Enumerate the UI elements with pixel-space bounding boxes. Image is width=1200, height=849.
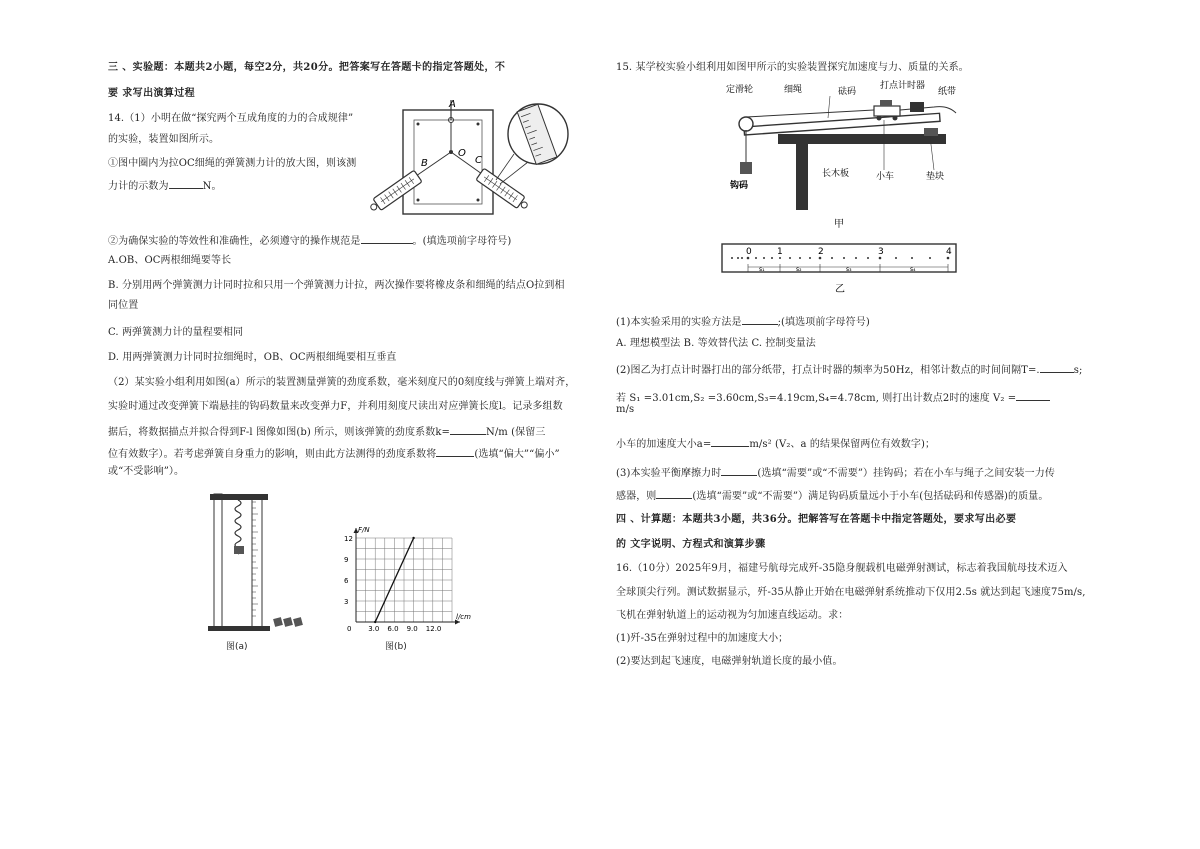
section3-title: 三 、实验题：本题共2小题，每空2分，共20分。把答案写在答题卡的指定答题处，不 xyxy=(108,62,506,73)
q14-2-line4-post: (选填“偏大”“偏小” xyxy=(474,449,560,460)
label-timer: 打点计时器 xyxy=(880,81,926,91)
q15-part3-pre: (3)本实验平衡摩擦力时 xyxy=(616,468,722,479)
label-b: B xyxy=(421,158,428,169)
spring-coil xyxy=(235,500,241,554)
wedge-block xyxy=(924,128,938,136)
answer-blank xyxy=(361,233,413,244)
hook-weights xyxy=(740,162,752,174)
tape-label-0: 0 xyxy=(746,247,752,257)
q14-option-b2: 同位置 xyxy=(108,300,139,311)
q15-part2-line3: m/s xyxy=(616,404,635,415)
label-fig-jia: 甲 xyxy=(834,219,844,230)
origin-label: 0 xyxy=(347,625,352,633)
label-pulley: 定滑轮 xyxy=(726,85,754,95)
q14-option-c: C. 两弹簧测力计的量程要相同 xyxy=(108,327,244,338)
q16-question2: (2)要达到起飞速度，电磁弹射轨道长度的最小值。 xyxy=(616,656,843,667)
q14-option-a: A.OB、OC两根细绳要等长 xyxy=(108,255,232,266)
answer-blank xyxy=(436,446,474,457)
tape-label-s3: s₃ xyxy=(846,266,852,273)
section4-title: 四 、计算题：本题共3小题，共36分。把解答写在答题卡中指定答题处，要求写出必要 xyxy=(616,514,1017,525)
q15-part2 xyxy=(616,362,1082,377)
tape-label-4: 4 xyxy=(946,247,952,257)
spring-ruler-figure xyxy=(208,490,318,640)
answer-blank xyxy=(721,465,757,476)
q15-part1 xyxy=(616,314,870,329)
tape-label-3: 3 xyxy=(878,247,884,257)
label-board: 长木板 xyxy=(822,169,850,179)
y-tick-label: 12 xyxy=(344,535,353,543)
q14-2-line4 xyxy=(108,446,560,461)
label-c: C xyxy=(475,155,482,166)
q14-intro2: 的实验，装置如图所示。 xyxy=(108,134,220,145)
q15-part3-mid: (选填“需要”或“不需要”）挂钩码；若在小车与绳子之间安装一力传 xyxy=(757,468,1055,479)
q15-part3-line2-post: (选填“需要”或“不需要”）满足钩码质量远小于小车(包括砝码和传感器)的质量。 xyxy=(692,491,1049,502)
spring-scale-c xyxy=(476,168,531,212)
q16-line3: 飞机在弹射轨道上的运动视为匀加速直线运动。求： xyxy=(616,610,849,621)
tape-label-2: 2 xyxy=(818,247,824,257)
q14-part1b-pre: 力计的示数为 xyxy=(108,181,169,192)
tape-figure xyxy=(720,240,960,302)
q16-line2: 全球顶尖行列。测试数据显示，歼-35从静止开始在电磁弹射系统推动下仅用2.5s 就达到起飞速度75m/s, xyxy=(616,587,1086,598)
answer-blank xyxy=(169,178,203,189)
q15-part2-line4-pre: 小车的加速度大小a= xyxy=(616,439,712,450)
q15-intro: 15. 某学校实验小组利用如图甲所示的实验装置探究加速度与力、质量的关系。 xyxy=(616,62,969,73)
q14-option-d: D. 用两弹簧测力计同时拉细绳时，OB、OC两根细绳要相互垂直 xyxy=(108,352,397,363)
q15-part2-post: s; xyxy=(1073,365,1083,376)
force-board-figure xyxy=(378,96,573,220)
q15-part1-pre: (1)本实验采用的实验方法是 xyxy=(616,317,742,328)
tape-label-s1: s₁ xyxy=(759,266,765,273)
section3-title-cont: 要 求写出演算过程 xyxy=(108,88,196,99)
answer-blank xyxy=(1016,390,1050,401)
timer xyxy=(910,102,924,112)
q14-2-line3 xyxy=(108,424,545,439)
label-hook-weight: 钩码 xyxy=(730,181,749,191)
hanging-weight xyxy=(234,546,244,554)
y-axis-label: F/N xyxy=(358,526,370,534)
q15-part2-line4-post: m/s² (V₂、a 的结果保留两位有效数字)； xyxy=(749,439,936,450)
label-a: A xyxy=(449,99,456,110)
q14-part1b-post: N。 xyxy=(202,181,222,192)
q15-part1-post: ;(填选项前字母符号) xyxy=(777,317,870,328)
tape-label-1: 1 xyxy=(777,247,783,257)
q14-2-line3-pre: 据后，将数据描点并拟合得到F-l 图像如图(b) 所示，则该弹簧的劲度系数k= xyxy=(108,427,450,438)
answer-blank xyxy=(450,424,486,435)
f-l-chart xyxy=(334,524,471,636)
table-leg xyxy=(796,144,808,210)
x-tick-label: 9.0 xyxy=(406,625,418,633)
q15-part3-line2-pre: 感器，则 xyxy=(616,491,657,502)
q14-option-b: B. 分别用两个弹簧测力计同时拉和只用一个弹簧测力计拉，两次操作要将橡皮条和细绳的结点O拉到相 xyxy=(108,280,565,291)
answer-blank xyxy=(711,436,749,447)
y-tick-label: 3 xyxy=(344,598,349,606)
q14-2-line4-pre: 位有效数字）。若考虑弹簧自身重力的影响，则由此方法测得的劲度系数将 xyxy=(108,449,437,460)
cart-apparatus-figure xyxy=(724,82,964,232)
q14-intro: 14.（1）小明在做“探究两个互成角度的力的合成规律” xyxy=(108,113,354,124)
q14-2-line5: 或“不受影响”）。 xyxy=(108,466,185,477)
label-fig-yi: 乙 xyxy=(835,284,845,295)
q15-part3-line2 xyxy=(616,488,1048,503)
paper-tape xyxy=(900,107,956,113)
q15-part3 xyxy=(616,465,1055,480)
cart xyxy=(874,106,900,116)
q14-2-line1: （2）某实验小组利用如图(a）所示的装置测量弹簧的劲度系数，毫米刻度尺的0刻度线与弹簧上端对齐， xyxy=(108,377,576,388)
q14-2-line3-post: N/m (保留三 xyxy=(485,427,546,438)
q16-line1: 16.（10分）2025年9月，福建号航母完成歼-35隐身舰载机电磁弹射测试，标志着我国航母技术迈入 xyxy=(616,563,1068,574)
label-block: 垫块 xyxy=(926,172,945,182)
label-weights: 砝码 xyxy=(838,87,857,97)
x-axis-label: l/cm xyxy=(456,613,471,621)
tape-label-s2: s₂ xyxy=(796,266,802,273)
q14-part2-pre: ②为确保实验的等效性和准确性，必须遵守的操作规范是 xyxy=(108,236,361,247)
data-point xyxy=(412,537,414,539)
y-tick-label: 6 xyxy=(344,577,349,585)
label-o: O xyxy=(458,148,466,159)
q14-part1: ①图中圈内为拉OC细绳的弹簧测力计的放大图，则该测 xyxy=(108,158,357,169)
table-top xyxy=(778,134,946,144)
fig-b-caption: 图(b) xyxy=(385,642,407,652)
label-cart: 小车 xyxy=(876,172,895,182)
q15-part2-line4 xyxy=(616,436,935,451)
fig-a-caption: 图(a) xyxy=(226,642,248,652)
x-tick-label: 3.0 xyxy=(368,625,380,633)
long-board xyxy=(744,113,940,135)
section4-title2: 的 文字说明、方程式和演算步骤 xyxy=(616,539,766,550)
tape-label-s4: s₄ xyxy=(910,266,916,273)
q15-part2-line2 xyxy=(616,390,1050,405)
pulley xyxy=(739,117,753,131)
x-tick-label: 12.0 xyxy=(425,625,442,633)
q14-2-line2: 实验时通过改变弹簧下端悬挂的钩码数量来改变弹力F，并利用刻度尺读出对应弹簧长度l。记录多组数 xyxy=(108,401,563,412)
q14-part1b xyxy=(108,178,222,193)
q15-part2-line2-pre: 若 S₁ =3.01cm,S₂ =3.60cm,S₃=4.19cm,S₄=4.78cm, 则打出计数点2时的速度 V₂ = xyxy=(616,393,1017,404)
y-tick-label: 9 xyxy=(344,556,349,564)
answer-blank xyxy=(742,314,778,325)
q16-question1: (1)歼-35在弹射过程中的加速度大小； xyxy=(616,633,789,644)
q14-part2-post: 。(填选项前字母符号) xyxy=(412,236,512,247)
answer-blank xyxy=(1040,362,1074,373)
answer-blank xyxy=(656,488,692,499)
x-tick-label: 6.0 xyxy=(387,625,399,633)
label-tape: 纸带 xyxy=(938,87,957,97)
q15-options: A. 理想模型法 B. 等效替代法 C. 控制变量法 xyxy=(616,338,816,349)
label-rope: 细绳 xyxy=(784,85,803,95)
q15-part2-pre: (2)图乙为打点计时器打出的部分纸带，打点计时器的频率为50Hz，相邻计数点的时间间隔T=. xyxy=(616,365,1040,376)
q14-part2 xyxy=(108,233,511,248)
data-point xyxy=(374,621,376,623)
